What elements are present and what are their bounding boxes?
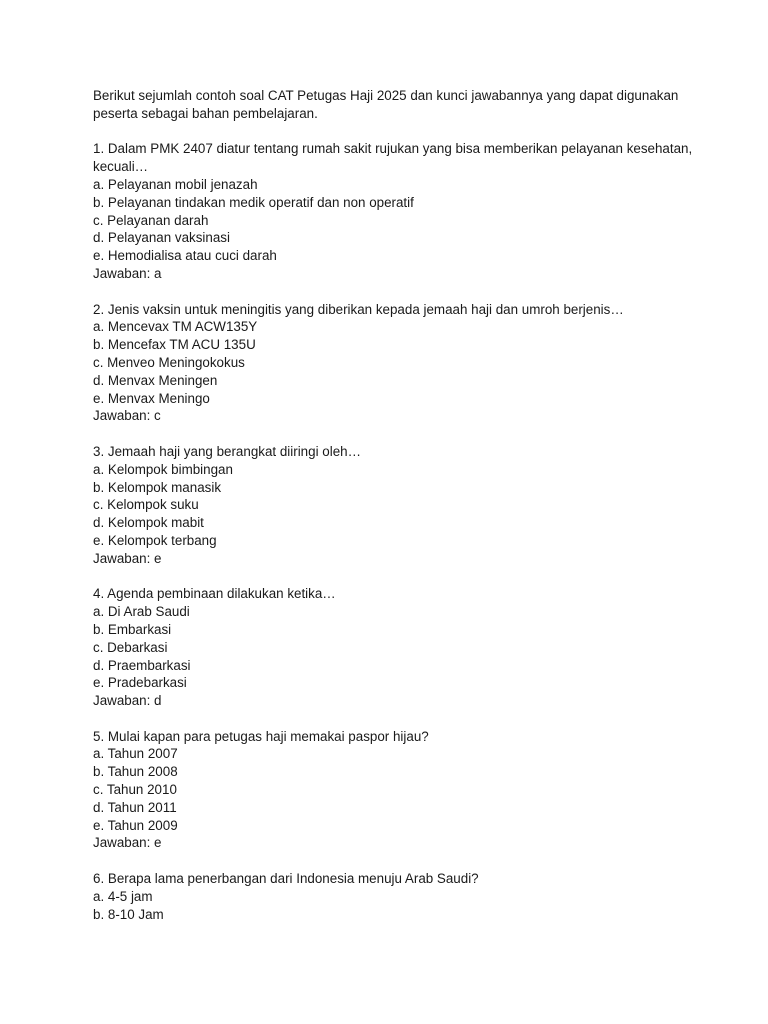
intro-text: Berikut sejumlah contoh soal CAT Petugas Haji 2025 dan kunci jawabannya yang dapat digunakan peserta sebagai bahan pembelajaran. — [93, 88, 679, 121]
option-e: e. Hemodialisa atau cuci darah — [93, 248, 277, 264]
question-4 — [93, 585, 708, 710]
option-a: a. Mencevax TM ACW135Y — [93, 319, 258, 335]
option-b: b. Mencefax TM ACU 135U — [93, 337, 256, 353]
question-1 — [93, 140, 708, 282]
option-a: a. 4-5 jam — [93, 888, 153, 904]
option-a: a. Di Arab Saudi — [93, 604, 190, 620]
option-b: b. Tahun 2008 — [93, 764, 178, 780]
answer-key: Jawaban: e — [93, 835, 162, 851]
option-b: b. 8-10 Jam — [93, 906, 164, 922]
question-2 — [93, 301, 708, 426]
option-c: c. Tahun 2010 — [93, 782, 177, 798]
question-text: 2. Jenis vaksin untuk meningitis yang diberikan kepada jemaah haji dan umroh berjenis… — [93, 301, 624, 317]
option-d: d. Kelompok mabit — [93, 515, 204, 531]
question-text: 6. Berapa lama penerbangan dari Indonesia menuju Arab Saudi? — [93, 871, 479, 887]
question-text: 3. Jemaah haji yang berangkat diiringi oleh… — [93, 443, 361, 459]
option-d: d. Menvax Meningen — [93, 372, 218, 388]
question-text: 1. Dalam PMK 2407 diatur tentang rumah sakit rujukan yang bisa memberikan pelayanan kesehatan, kecuali… — [93, 141, 693, 175]
option-d: d. Pelayanan vaksinasi — [93, 230, 230, 246]
option-e: e. Menvax Meningo — [93, 390, 210, 406]
intro-paragraph — [93, 87, 708, 123]
question-6 — [93, 870, 708, 923]
option-b: b. Kelompok manasik — [93, 479, 222, 495]
option-e: e. Tahun 2009 — [93, 817, 178, 833]
option-c: c. Kelompok suku — [93, 497, 199, 513]
question-3 — [93, 443, 708, 568]
option-c: c. Pelayanan darah — [93, 212, 209, 228]
option-b: b. Embarkasi — [93, 621, 172, 637]
question-text: 4. Agenda pembinaan dilakukan ketika… — [93, 586, 336, 602]
option-b: b. Pelayanan tindakan medik operatif dan non operatif — [93, 194, 414, 210]
option-e: e. Kelompok terbang — [93, 532, 217, 548]
option-a: a. Tahun 2007 — [93, 746, 178, 762]
option-a: a. Pelayanan mobil jenazah — [93, 176, 258, 192]
option-c: c. Debarkasi — [93, 639, 168, 655]
option-a: a. Kelompok bimbingan — [93, 461, 233, 477]
question-5 — [93, 728, 708, 853]
option-d: d. Tahun 2011 — [93, 799, 177, 815]
answer-key: Jawaban: a — [93, 265, 162, 281]
option-c: c. Menveo Meningokokus — [93, 354, 245, 370]
answer-key: Jawaban: d — [93, 693, 162, 709]
answer-key: Jawaban: c — [93, 408, 161, 424]
answer-key: Jawaban: e — [93, 550, 162, 566]
question-text: 5. Mulai kapan para petugas haji memakai paspor hijau? — [93, 728, 429, 744]
option-d: d. Praembarkasi — [93, 657, 191, 673]
option-e: e. Pradebarkasi — [93, 675, 187, 691]
